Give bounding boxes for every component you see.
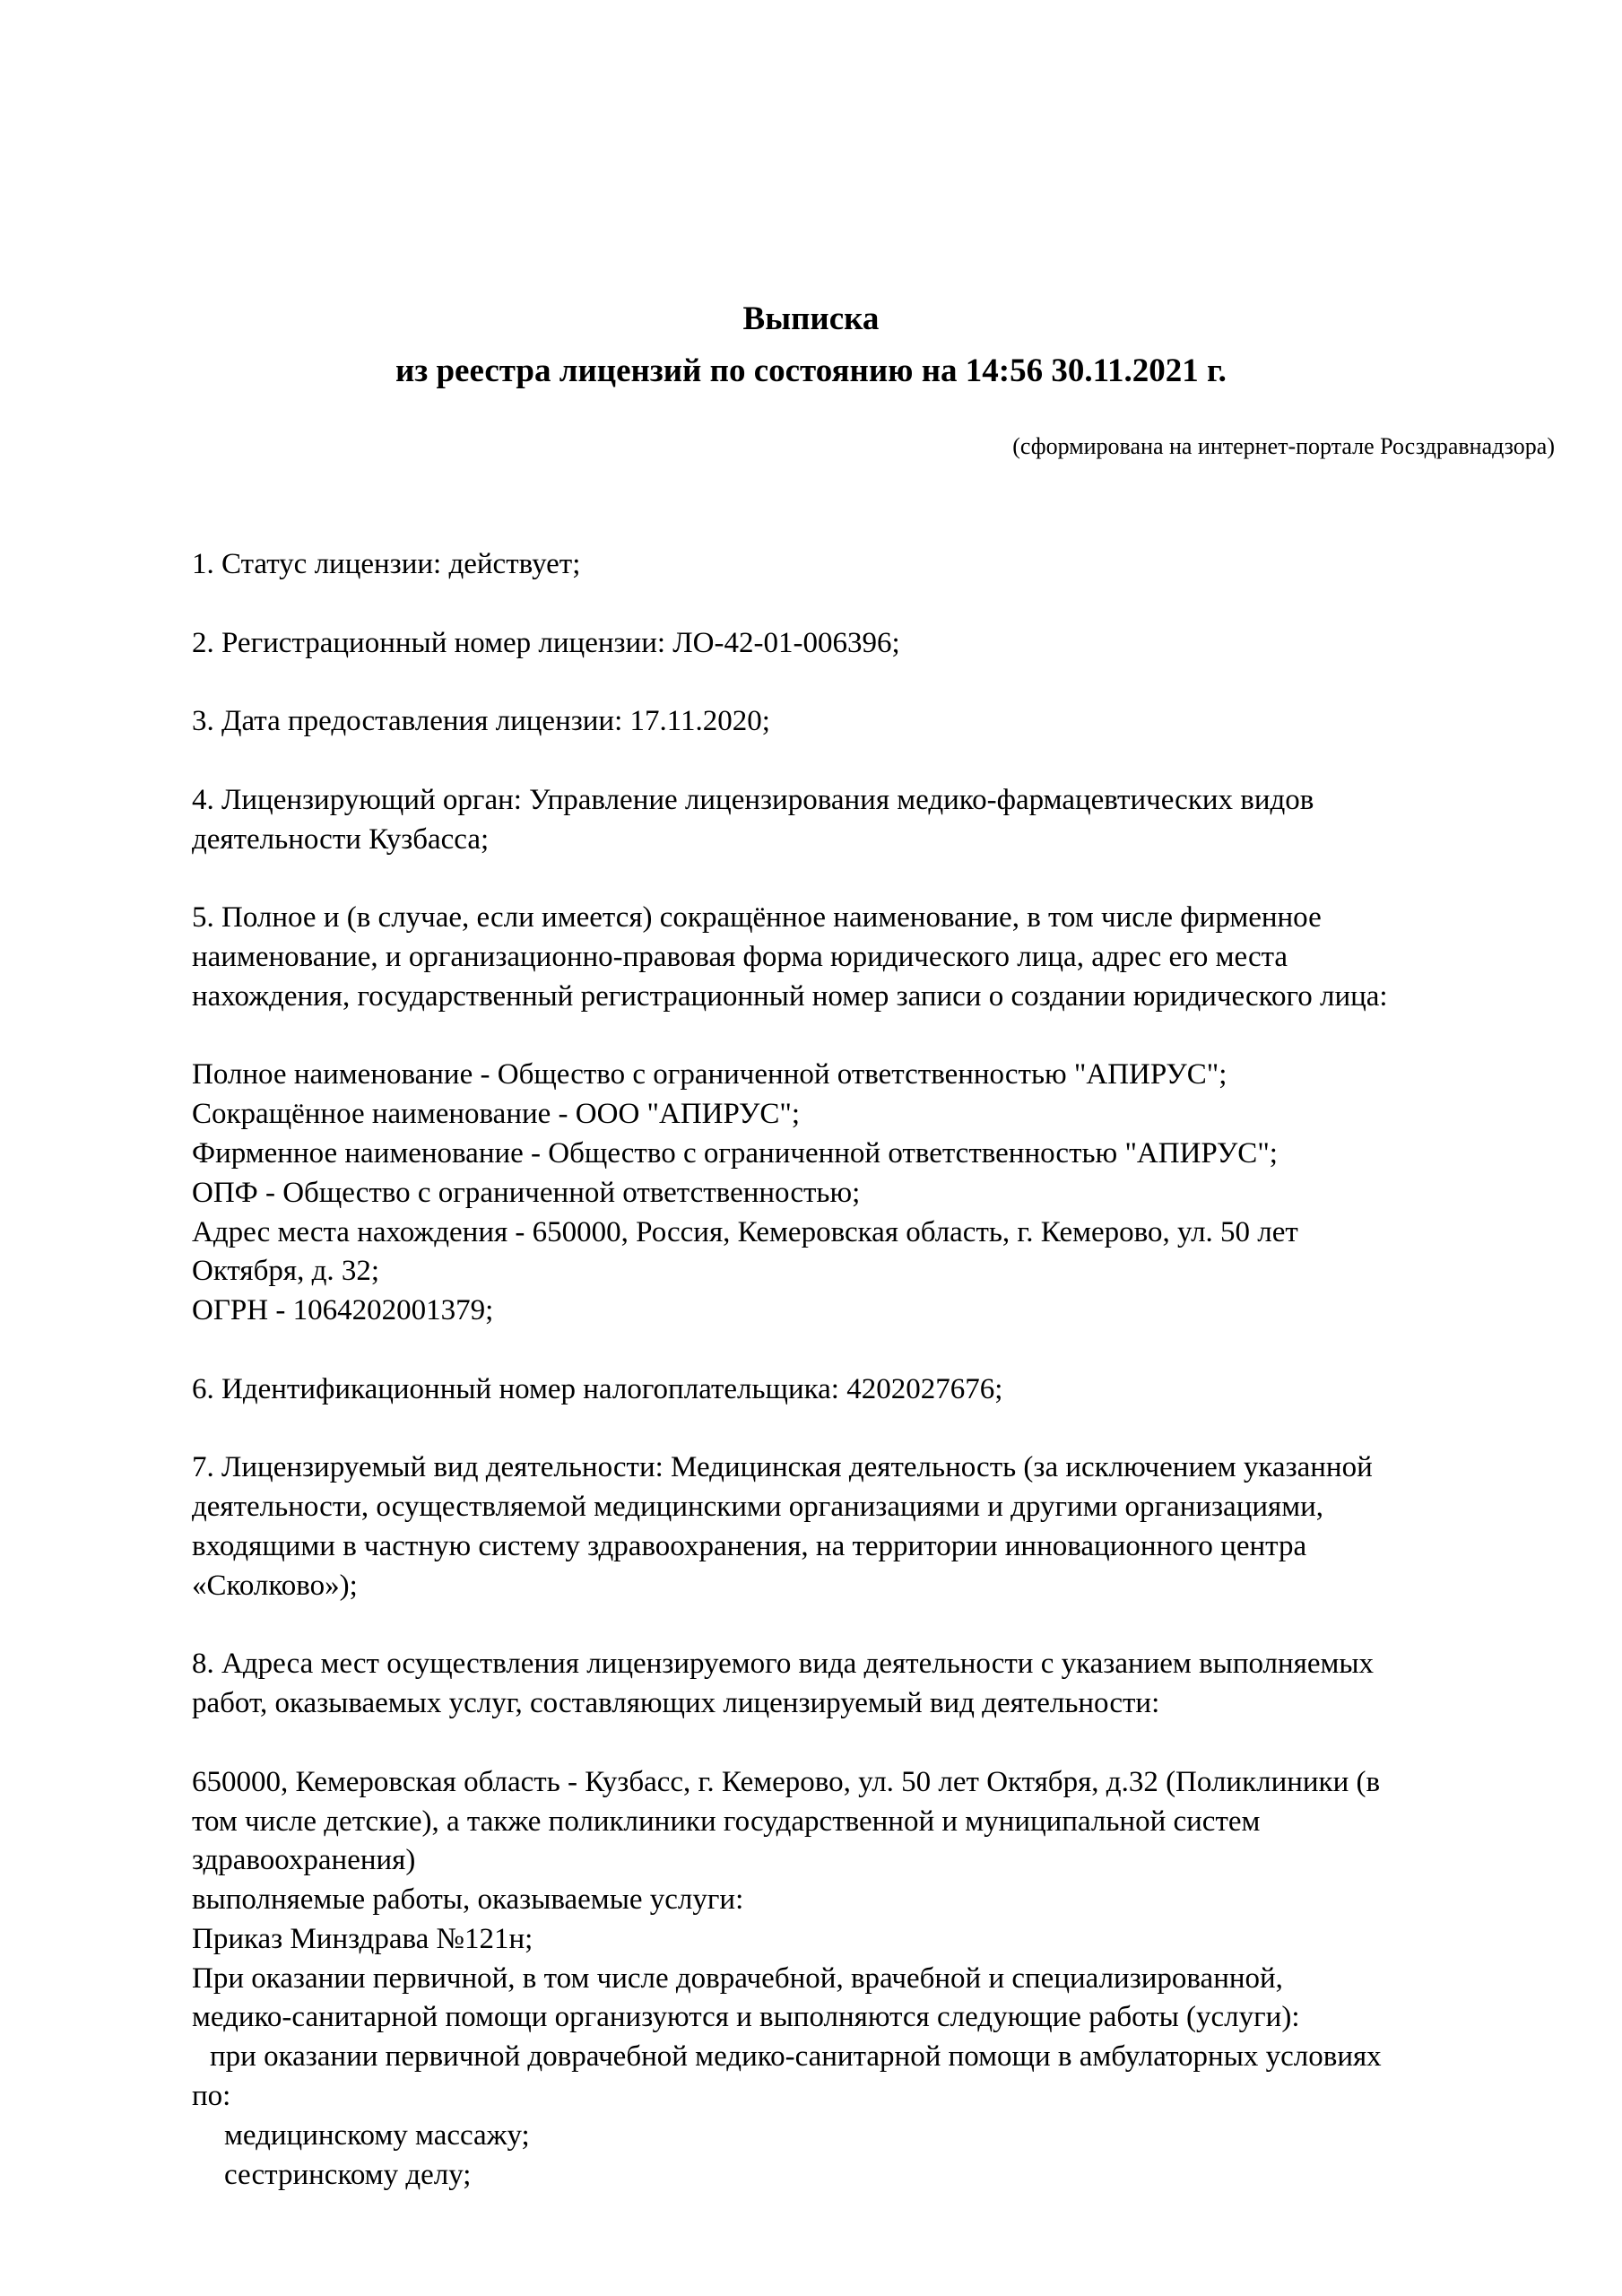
text-line: 4. Лицензирующий орган: Управление лицензирования медико-фармацевтических видов xyxy=(192,783,1314,816)
source-note: (сформирована на интернет-портале Росздравнадзора) xyxy=(1012,433,1555,459)
text-line: Октября, д. 32; xyxy=(192,1255,380,1288)
text-line: При оказании первичной, в том числе доврачебной, врачебной и специализированной, xyxy=(192,1961,1283,1995)
document-body xyxy=(192,545,1388,2234)
text-line: при оказании первичной доврачебной медико-санитарной помощи в амбулаторных условиях xyxy=(210,2040,1382,2074)
text-line: медико-санитарной помощи организуются и выполняются следующие работы (услуги): xyxy=(192,2001,1300,2034)
text-line: 2. Регистрационный номер лицензии: ЛО-42-01-006396; xyxy=(192,626,900,659)
text-line: Полное наименование - Общество с ограниченной ответственностью "АПИРУС"; xyxy=(192,1058,1227,1091)
text-line: Приказ Минздрава №121н; xyxy=(192,1922,533,1955)
text-line: наименование, и организационно-правовая форма юридического лица, адрес его места xyxy=(192,940,1288,973)
text-line: здравоохранения) xyxy=(192,1844,416,1877)
text-line: деятельности Кузбасса; xyxy=(192,822,490,856)
paragraph-3 xyxy=(192,702,1388,742)
text-line: входящими в частную систему здравоохранения, на территории инновационного центра xyxy=(192,1529,1307,1562)
text-line: медицинскому массажу; xyxy=(224,2118,530,2152)
paragraph-1 xyxy=(192,545,1388,585)
text-line: 1. Статус лицензии: действует; xyxy=(192,548,581,580)
text-line: 3. Дата предоставления лицензии: 17.11.2020; xyxy=(192,705,770,738)
text-line: 7. Лицензируемый вид деятельности: Медицинская деятельность (за исключением указанной xyxy=(192,1451,1373,1484)
text-line: Сокращённое наименование - ООО "АПИРУС"; xyxy=(192,1098,801,1131)
text-line: ОПФ - Общество с ограниченной ответственностью; xyxy=(192,1176,861,1209)
paragraph-5 xyxy=(192,899,1388,1016)
text-line: выполняемые работы, оказываемые услуги: xyxy=(192,1883,744,1917)
text-line: ОГРН - 1064202001379; xyxy=(192,1294,494,1327)
document-subtitle: из реестра лицензий по состоянию на 14:56 30.11.2021 г. xyxy=(395,352,1227,389)
text-line: 8. Адреса мест осуществления лицензируемого вида деятельности с указанием выполняемых xyxy=(192,1648,1375,1681)
paragraph-6 xyxy=(192,1056,1388,1331)
text-line: Фирменное наименование - Общество с ограниченной ответственностью "АПИРУС"; xyxy=(192,1136,1278,1170)
paragraph-10 xyxy=(192,1763,1388,2196)
document-title: Выписка xyxy=(742,300,880,337)
paragraph-7 xyxy=(192,1370,1388,1410)
text-line: работ, оказываемых услуг, составляющих лицензируемый вид деятельности: xyxy=(192,1687,1160,1720)
text-line: 5. Полное и (в случае, если имеется) сокращённое наименование, в том числе фирменное xyxy=(192,901,1322,935)
text-line: том числе детские), а также поликлиники государственной и муниципальной систем xyxy=(192,1805,1261,1838)
text-line: сестринскому делу; xyxy=(224,2158,472,2191)
paragraph-2 xyxy=(192,624,1388,664)
paragraph-9 xyxy=(192,1645,1388,1724)
text-line: по: xyxy=(192,2080,231,2113)
paragraph-4 xyxy=(192,781,1388,860)
paragraph-8 xyxy=(192,1448,1388,1605)
text-line: Адрес места нахождения - 650000, Россия, Кемеровская область, г. Кемерово, ул. 50 лет xyxy=(192,1215,1298,1248)
text-line: «Сколково»); xyxy=(192,1569,358,1602)
text-line: нахождения, государственный регистрационный номер записи о создании юридического лица: xyxy=(192,979,1388,1013)
text-line: 650000, Кемеровская область - Кузбасс, г. Кемерово, ул. 50 лет Октября, д.32 (Поликлиники (в xyxy=(192,1765,1381,1798)
text-line: 6. Идентификационный номер налогоплательщика: 4202027676; xyxy=(192,1372,1003,1405)
text-line: деятельности, осуществляемой медицинскими организациями и другими организациями, xyxy=(192,1491,1323,1524)
